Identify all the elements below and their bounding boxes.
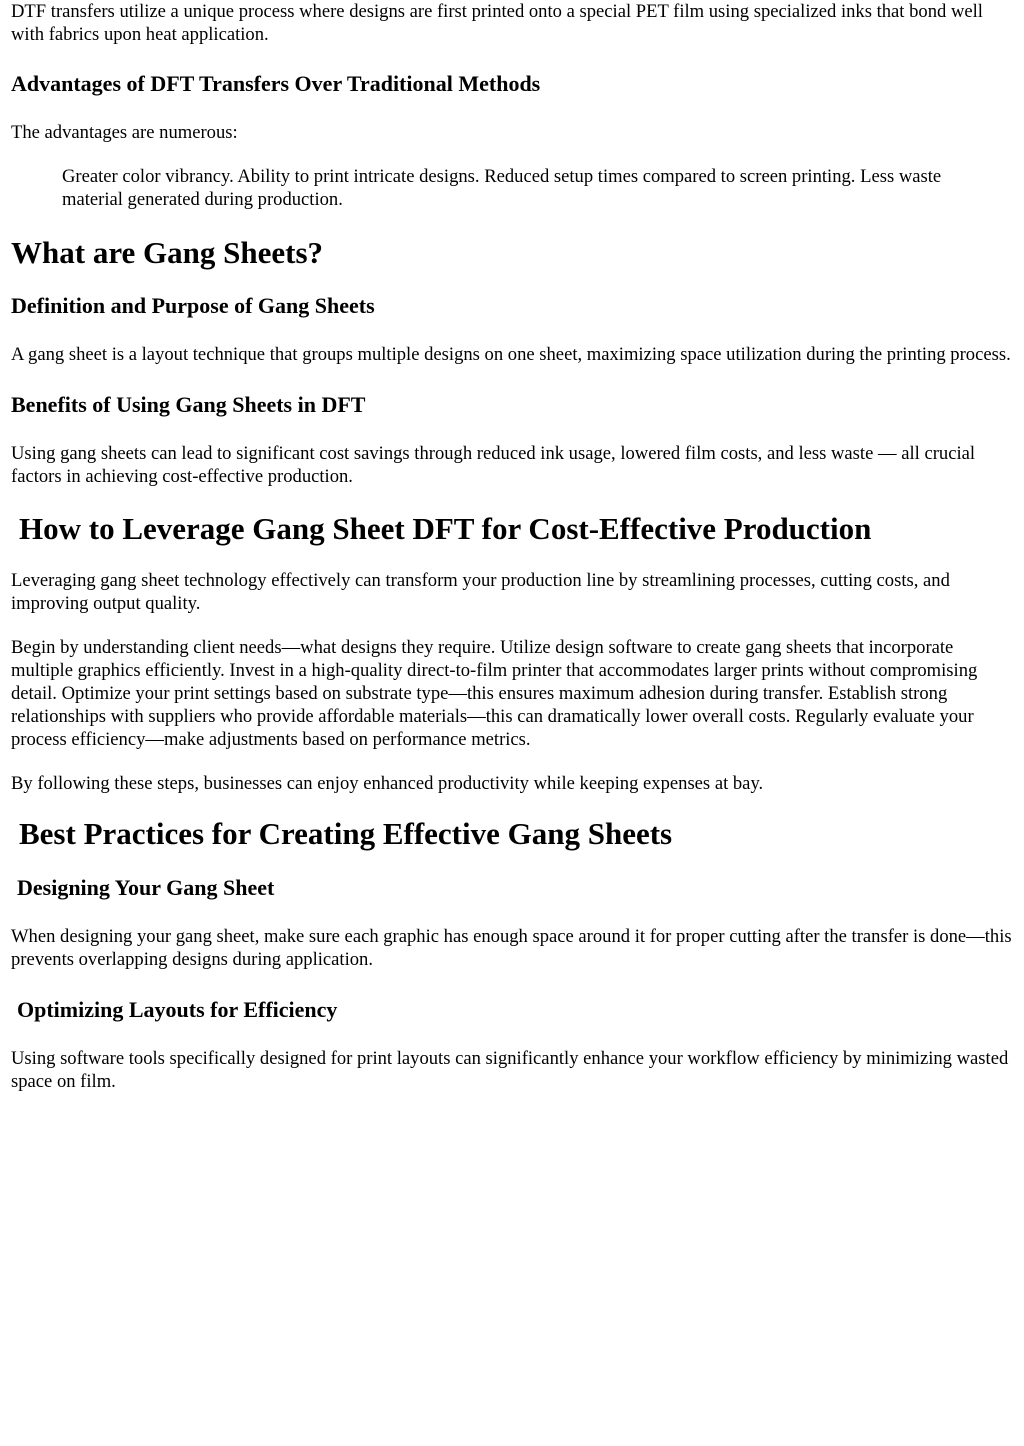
designing-paragraph: When designing your gang sheet, make sure each graphic has enough space around it for proper cutting after the transfer is done—this prevents overlapping designs during application.: [11, 926, 1012, 970]
leverage-heading: How to Leverage Gang Sheet DFT for Cost-Effective Production: [19, 511, 872, 546]
definition-heading: Definition and Purpose of Gang Sheets: [11, 293, 375, 318]
optimizing-paragraph: Using software tools specifically designed for print layouts can significantly enhance your workflow efficiency by minimizing wasted space on film.: [11, 1048, 1009, 1092]
leverage-paragraph-intro: Leveraging gang sheet technology effectively can transform your production line by streamlining processes, cutting costs, and improving output quality.: [11, 570, 950, 614]
designing-heading: Designing Your Gang Sheet: [17, 875, 275, 900]
definition-paragraph: A gang sheet is a layout technique that groups multiple designs on one sheet, maximizing space utilization during the printing process.: [11, 344, 1011, 365]
leverage-paragraph-steps: Begin by understanding client needs—what designs they require. Utilize design software to create gang sheets that incorporate multiple graphics efficiently. Invest in a high-quality direct-to-film printer that accommodates larger prints without compromising detail. Optimize your print settings based on substrate type—this ensures maximum adhesion during transfer. Establish strong relationships with suppliers who provide affordable materials—this can dramatically lower overall costs. Regularly evaluate your process efficiency—make adjustments based on performance metrics.: [11, 637, 978, 750]
advantages-intro-paragraph: The advantages are numerous:: [11, 122, 238, 143]
advantages-heading: Advantages of DFT Transfers Over Traditional Methods: [11, 71, 541, 96]
benefits-paragraph: Using gang sheets can lead to significant cost savings through reduced ink usage, lowered film costs, and less waste — all crucial factors in achieving cost-effective production.: [11, 443, 976, 487]
advantages-list-block: Greater color vibrancy. Ability to print intricate designs. Reduced setup times compared to screen printing. Less waste material generated during production.: [62, 166, 942, 210]
leverage-paragraph-conclusion: By following these steps, businesses can enjoy enhanced productivity while keeping expenses at bay.: [11, 773, 764, 794]
optimizing-heading: Optimizing Layouts for Efficiency: [17, 997, 338, 1022]
best-practices-heading: Best Practices for Creating Effective Gang Sheets: [19, 816, 673, 851]
what-are-gang-sheets-heading: What are Gang Sheets?: [11, 235, 324, 270]
benefits-heading: Benefits of Using Gang Sheets in DFT: [11, 392, 366, 417]
intro-paragraph: DTF transfers utilize a unique process where designs are first printed onto a special PET film using specialized inks that bond well with fabrics upon heat application.: [11, 1, 983, 45]
